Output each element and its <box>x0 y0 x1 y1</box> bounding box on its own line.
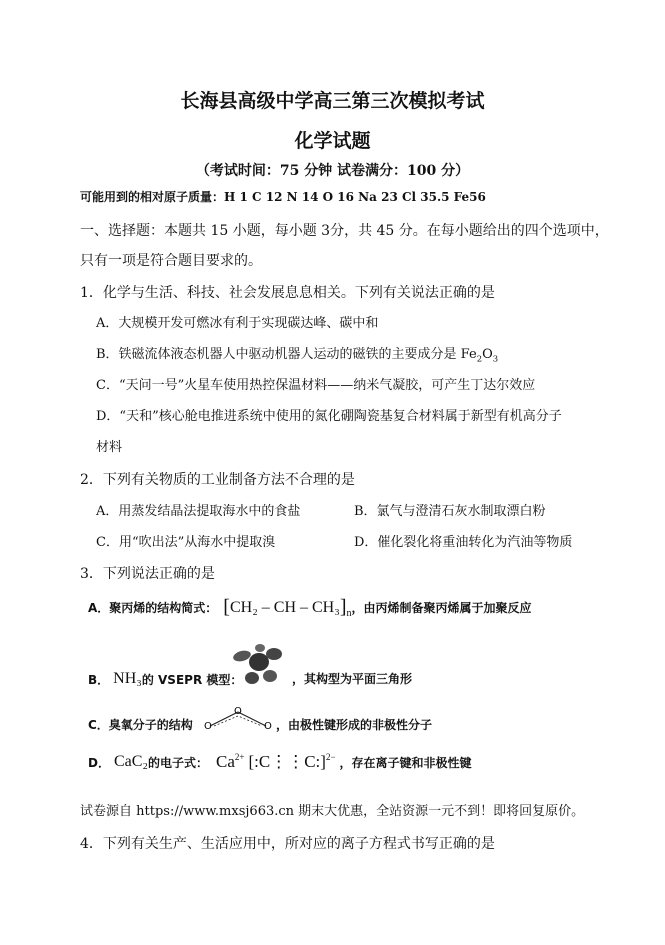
q2-option-c: C．用“吹出法”从海水中提取溴 <box>96 535 276 550</box>
q1-option-a: A．大规模开发可燃冰有利于实现碳达峰、碳中和 <box>96 316 379 331</box>
atomic-masses: 可能用到的相对原子质量：H 1 C 12 N 14 O 16 Na 23 Cl 35.5 Fe56 <box>80 190 486 204</box>
ozone-structure-diagram <box>202 704 274 734</box>
q3-option-b-mid: 的 VSEPR 模型： <box>141 672 243 687</box>
q3-a-subscript-n: n <box>346 608 352 619</box>
q1-option-b-sub1: 2 <box>476 353 483 364</box>
lone-pair-lobe <box>232 649 252 663</box>
q3-d-formula: CaC₂ <box>113 753 148 770</box>
q3-d-calcium-charge: 2+ <box>234 752 245 762</box>
q3-option-b-prefix: B． <box>88 672 110 687</box>
q3-option-c-suffix: ，由极性键形成的非极性分子 <box>276 718 433 732</box>
q3-option-a-prefix: A．聚丙烯的结构简式： <box>88 601 218 615</box>
section-intro-line1: 一、选择题：本题共 15 小题，每小题 3分，共 45 分。在每小题给出的四个选项中， <box>80 223 609 239</box>
q3-d-calcium: Ca <box>216 752 235 771</box>
q1-option-b-text: B．铁磁流体液态机器人中驱动机器人运动的磁铁的主要成分是 Fe <box>96 347 477 362</box>
section-intro-line2: 只有一项是符合题目要求的。 <box>80 253 262 269</box>
exam-info: （考试时间：75 分钟 试卷满分：100 分） <box>195 163 470 179</box>
q4-stem: 4．下列有关生产、生活应用中，所对应的离子方程式书写正确的是 <box>80 836 495 852</box>
q1-stem: 1．化学与生活、科技、社会发展息息相关。下列有关说法正确的是 <box>80 285 495 301</box>
ozone-atom-right: O <box>264 721 272 732</box>
bond-lobe <box>266 648 282 660</box>
q3-d-carbide-charge: 2− <box>325 752 336 762</box>
q3-option-b <box>88 670 242 688</box>
q3-a-bracket-close: ] <box>339 596 347 618</box>
q2-option-d: D．催化裂化将重油转化为汽油等物质 <box>354 535 573 550</box>
q1-option-c: C．“天问一号”火星车使用热控保温材料——纳米气凝胶，可产生丁达尔效应 <box>96 378 536 393</box>
q3-option-d-prefix: D． <box>88 755 110 770</box>
q1-option-d-line2: 材料 <box>96 440 123 455</box>
subject-title: 化学试题 <box>294 130 371 152</box>
q3-option-a-suffix: ，由丙烯制备聚丙烯属于加聚反应 <box>351 601 532 615</box>
q3-d-carbide-electron-dot: [:C⋮⋮C:] <box>248 752 326 771</box>
q1-option-b <box>96 343 498 364</box>
vsepr-model-image <box>230 642 288 688</box>
exam-title: 长海县高级中学高三第三次模拟考试 <box>180 90 485 112</box>
q3-option-d <box>88 752 472 772</box>
q2-stem: 2．下列有关物质的工业制备方法不合理的是 <box>80 472 355 488</box>
q3-b-formula: NH₃ <box>113 670 142 687</box>
q3-a-bracket-open: [ <box>223 596 230 618</box>
q3-stem: 3．下列说法正确的是 <box>80 566 215 582</box>
q3-option-a <box>88 596 532 619</box>
q3-option-b-suffix: ，其构型为平面三角形 <box>292 672 413 686</box>
ozone-atom-left: O <box>204 721 212 732</box>
q1-option-d-line1: D．“天和”核心舱电推进系统中使用的氮化硼陶瓷基复合材料属于新型有机高分子 <box>96 409 562 424</box>
center-atom <box>249 653 269 671</box>
source-ad-link[interactable]: 试卷源自 https://www.mxsj663.cn 期末大优惠，全站资源一元不到！即将回复原价。 <box>80 804 585 819</box>
q3-option-c-prefix: C．臭氧分子的结构 <box>88 718 193 732</box>
q3-option-d-suffix: ，存在离子键和非极性键 <box>339 755 472 770</box>
bond-lobe <box>255 644 265 652</box>
q1-option-b-mid: O <box>482 347 493 362</box>
bond-lobe <box>245 672 259 684</box>
bond-lobe <box>263 670 277 682</box>
q1-option-b-sub2: 3 <box>492 353 499 364</box>
ozone-atom-center: O <box>234 706 242 717</box>
q3-option-d-mid: 的电子式： <box>148 755 209 770</box>
q2-option-b: B．氯气与澄清石灰水制取漂白粉 <box>354 504 546 519</box>
q2-option-a: A．用蒸发结晶法提取海水中的食盐 <box>96 504 301 519</box>
q3-a-formula: CH₂ – CH – CH₃ <box>229 598 340 616</box>
